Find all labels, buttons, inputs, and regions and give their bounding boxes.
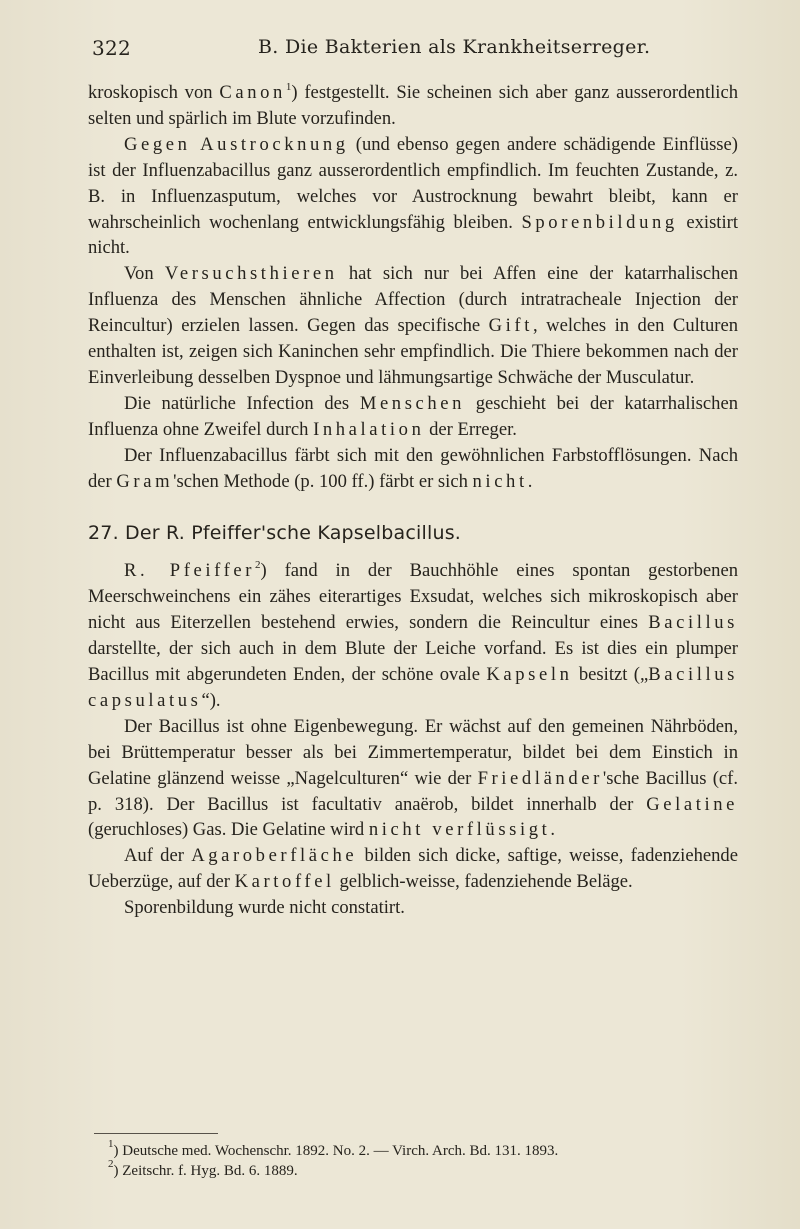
- spaced-term: Kapseln: [486, 664, 573, 686]
- text-run: ) fand in der Bauchhöhle eines spontan gestorbenen Meerschweinchens ein zähes eiterartiges Exsudat, welches sich mikroskopisch aber nicht aus Eiterzellen bestehend erwies, sondern die Reincultur eines: [88, 560, 739, 634]
- spaced-term: Bacillus: [648, 612, 738, 634]
- text-run: (und ebenso gegen andere schädigende Einflüsse) ist der Influenzabacillus ganz ausserordentlich empfindlich. Im feuchten Zustande, z. B. in Influenzasputum, welches vor Austrocknung bewahrt bleibt, kann er wahrscheinlich wochenlang entwicklungsfähig bleiben.: [88, 133, 738, 233]
- text-run: besitzt („: [572, 664, 649, 686]
- paragraph-7: [88, 714, 738, 844]
- text-run: gelblich-weisse, fadenziehende Beläge.: [334, 871, 633, 893]
- text-run: ) festgestellt. Sie scheinen sich aber ganz ausserordentlich selten und spärlich im Blute vorzufinden.: [88, 82, 738, 129]
- text-run: geschieht bei der katarrhalischen Influenza ohne Zweifel durch: [88, 392, 738, 440]
- paragraph-9: [88, 895, 738, 921]
- paragraph-2: [88, 132, 738, 262]
- spaced-term: Inhalation: [313, 418, 425, 440]
- spaced-term: Agaroberfläche: [191, 845, 358, 867]
- spaced-term: nicht verflüssigt: [368, 819, 551, 841]
- text-run: Auf der: [124, 845, 192, 867]
- footnote-mark: 1: [108, 1138, 114, 1150]
- paragraph-6: [88, 558, 738, 713]
- text-run: , welches in den Culturen enthalten ist, zeigen sich Kaninchen sehr empfindlich. Die Thiere bekommen nach der Einverleibung desselben Dyspnoe und lähmungsartige Schwäche der Musculatur.: [88, 315, 738, 388]
- spaced-name: Gram: [116, 470, 174, 492]
- body-text: [88, 80, 738, 921]
- spaced-term: Menschen: [359, 392, 466, 414]
- spaced-term: Gelatine: [646, 793, 738, 815]
- paragraph-3: [88, 261, 738, 391]
- footnote-divider: [94, 1133, 218, 1134]
- text-run: 'sche Bacillus (cf. p. 318). Der Bacillus ist facultativ anaërob, bildet innerhalb der: [88, 767, 738, 815]
- text-run: Die natürliche Infection des: [124, 392, 360, 414]
- spaced-term: Gegen Austrocknung: [124, 133, 349, 155]
- text-run: “).: [201, 689, 221, 711]
- spaced-name: Canon: [219, 82, 286, 103]
- footnote-text: ) Zeitschr. f. Hyg. Bd. 6. 1889.: [113, 1163, 298, 1179]
- footnote-text: ) Deutsche med. Wochenschr. 1892. No. 2. — Virch. Arch. Bd. 131. 1893.: [113, 1143, 559, 1159]
- page-number: 322: [92, 36, 132, 60]
- paragraph-1: [88, 80, 738, 132]
- text-run: kroskopisch von: [88, 82, 220, 103]
- footnote-1: [108, 1138, 748, 1161]
- spaced-term: Bacillus capsulatus: [88, 664, 738, 711]
- paragraph-5: [88, 443, 738, 495]
- text-run: Der Bacillus ist ohne Eigenbewegung. Er wächst auf den gemeinen Nährböden, bei Brüttemperatur besser als bei Zimmertemperatur, bildet bei dem Einstich in Gelatine glänzend weisse „Nagelculturen“ wie der: [88, 715, 738, 789]
- text-run: bilden sich dicke, saftige, weisse, fadenziehende Ueberzüge, auf der: [88, 845, 738, 893]
- section-heading: 27. Der R. Pfeiffer'sche Kapselbacillus.: [88, 521, 462, 544]
- footnote-ref[interactable]: 2: [255, 559, 261, 572]
- text-run: (geruchloses) Gas. Die Gelatine wird: [88, 819, 369, 841]
- paragraph-4: [88, 391, 738, 443]
- text-run: der Erreger.: [424, 418, 517, 440]
- spaced-term: Gift: [488, 315, 533, 337]
- spaced-term: Sporenbildung: [521, 211, 678, 233]
- footnote-ref[interactable]: 1: [285, 81, 292, 93]
- text-run: Von: [124, 263, 165, 285]
- text-run: .: [527, 470, 533, 492]
- text-run: 'schen Methode (p. 100 ff.) färbt er sich: [173, 470, 473, 492]
- spaced-term: Versuchsthieren: [164, 263, 338, 285]
- text-run: existirt nicht.: [88, 211, 738, 259]
- spaced-name: R. Pfeiffer: [124, 560, 256, 582]
- spaced-term: Kartoffel: [234, 871, 335, 893]
- running-title: B. Die Bakterien als Krankheitserreger.: [258, 36, 651, 58]
- text-run: darstellte, der sich auch in dem Blute der Leiche vorfand. Es ist dies ein plumper Bacillus mit abgerundeten Enden, der schöne ovale: [88, 638, 738, 686]
- spaced-name: Friedländer: [477, 767, 603, 789]
- page-header: [0, 36, 800, 66]
- text-run: .: [550, 819, 556, 841]
- text-run: hat sich nur bei Affen eine der katarrhalischen Influenza des Menschen ähnliche Affection (durch intratracheale Injection der Reincultur) erzielen lassen. Gegen das specifische: [88, 263, 738, 337]
- footnote-2: [108, 1158, 748, 1181]
- paragraph-8: [88, 843, 738, 895]
- footnote-mark: 2: [108, 1158, 114, 1170]
- text-run: Der Influenzabacillus färbt sich mit den gewöhnlichen Farbstofflösungen. Nach der: [88, 444, 738, 492]
- text-run: Sporenbildung wurde nicht constatirt.: [124, 897, 405, 919]
- spaced-term: nicht: [472, 470, 528, 492]
- footnotes: [108, 1138, 748, 1181]
